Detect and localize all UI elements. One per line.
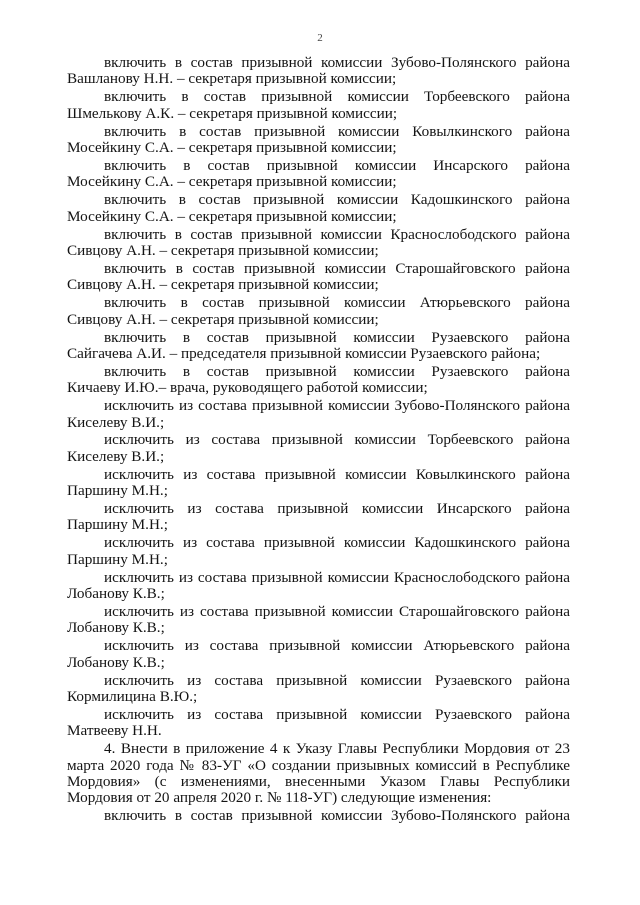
amendment-paragraph: [67, 295, 570, 328]
amendment-action-line: исключить из состава призывной комиссии Зубово-Полянского района: [104, 397, 570, 415]
amendment-person-line: Матвееву Н.Н.: [67, 722, 162, 740]
amendment-person-line: Сивцову А.Н. – секретаря призывной комиссии;: [67, 241, 379, 259]
amendment-action-line: исключить из состава призывной комиссии Атюрьевского района: [104, 637, 570, 655]
amendment-paragraph: [67, 261, 570, 294]
amendment-action-line: исключить из состава призывной комиссии Кадошкинского района: [104, 534, 570, 552]
amendment-person-line: Паршину М.Н.;: [67, 516, 168, 534]
item-4-paragraph: 4. Внести в приложение 4 к Указу Главы Республики Мордовия от 23 марта 2020 года № 83-УГ «О создании призывных комиссий в Республике Мордовия» (с изменениями, внесенными Указом Главы Республики Мордовия от 20 апреля 2020 г. № 118-УГ) следующие изменения:: [67, 740, 570, 807]
amendment-action-line: исключить из состава призывной комиссии Торбеевского района: [104, 431, 570, 449]
amendment-paragraph: [67, 570, 570, 603]
amendment-person-line: Мосейкину С.А. – секретаря призывной комиссии;: [67, 207, 397, 225]
final-paragraph-line: включить в состав призывной комиссии Зубово-Полянского района: [104, 807, 570, 825]
amendment-action-line: исключить из состава призывной комиссии Инсарского района: [104, 500, 570, 518]
amendment-person-line: Лобанову К.В.;: [67, 619, 165, 637]
final-paragraph: [67, 808, 570, 824]
amendment-paragraph: [67, 124, 570, 157]
amendment-paragraph: [67, 432, 570, 465]
amendment-person-line: Сивцову А.Н. – секретаря призывной комиссии;: [67, 310, 379, 328]
amendment-paragraph: [67, 638, 570, 671]
amendment-action-line: включить в состав призывной комиссии Краснослободского района: [104, 225, 570, 243]
amendment-person-line: Сивцову А.Н. – секретаря призывной комиссии;: [67, 276, 379, 294]
amendment-paragraph: [67, 467, 570, 500]
amendment-action-line: исключить из состава призывной комиссии Краснослободского района: [104, 568, 570, 586]
amendment-paragraph: [67, 55, 570, 88]
amendment-list: [67, 55, 570, 740]
amendment-action-line: исключить из состава призывной комиссии Рузаевского района: [104, 671, 570, 689]
amendment-action-line: исключить из состава призывной комиссии Ковылкинского района: [104, 465, 570, 483]
amendment-action-line: исключить из состава призывной комиссии Старошайговского района: [104, 603, 570, 620]
amendment-paragraph: [67, 158, 570, 191]
amendment-paragraph: [67, 89, 570, 122]
amendment-action-line: исключить из состава призывной комиссии Рузаевского района: [104, 705, 570, 723]
amendment-person-line: Мосейкину С.А. – секретаря призывной комиссии;: [67, 139, 397, 157]
amendment-paragraph: [67, 364, 570, 397]
amendment-action-line: включить в состав призывной комиссии Атюрьевского района: [104, 294, 570, 312]
amendment-person-line: Мосейкину С.А. – секретаря призывной комиссии;: [67, 173, 397, 191]
amendment-paragraph: [67, 192, 570, 225]
amendment-person-line: Паршину М.Н.;: [67, 482, 168, 500]
amendment-action-line: включить в состав призывной комиссии Инсарского района: [104, 156, 570, 174]
amendment-action-line: включить в состав призывной комиссии Торбеевского района: [104, 88, 570, 106]
amendment-action-line: включить в состав призывной комиссии Кадошкинского района: [104, 191, 570, 209]
amendment-action-line: включить в состав призывной комиссии Старошайговского района: [104, 259, 570, 277]
amendment-action-line: включить в состав призывной комиссии Зубово-Полянского района: [104, 54, 570, 71]
amendment-person-line: Паршину М.Н.;: [67, 550, 168, 568]
amendment-person-line: Кичаеву И.Ю.– врача, руководящего работой комиссии;: [67, 379, 428, 397]
page-number: 2: [317, 32, 323, 44]
amendment-paragraph: [67, 535, 570, 568]
amendment-paragraph: [67, 604, 570, 637]
amendment-action-line: включить в состав призывной комиссии Рузаевского района: [104, 328, 570, 346]
document-body: [67, 55, 570, 826]
amendment-person-line: Лобанову К.В.;: [67, 585, 165, 603]
amendment-person-line: Кормилицина В.Ю.;: [67, 688, 198, 706]
amendment-paragraph: [67, 673, 570, 706]
amendment-person-line: Сайгачева А.И. – председателя призывной комиссии Рузаевского района;: [67, 344, 541, 362]
amendment-person-line: Киселеву В.И.;: [67, 413, 165, 431]
amendment-action-line: включить в состав призывной комиссии Ковылкинского района: [104, 122, 570, 140]
amendment-person-line: Вашланову Н.Н. – секретаря призывной комиссии;: [67, 70, 397, 88]
amendment-action-line: включить в состав призывной комиссии Рузаевского района: [104, 362, 570, 380]
amendment-paragraph: [67, 707, 570, 740]
amendment-person-line: Шмелькову А.К. – секретаря призывной комиссии;: [67, 104, 398, 122]
amendment-person-line: Лобанову К.В.;: [67, 653, 165, 671]
amendment-paragraph: [67, 330, 570, 363]
amendment-person-line: Киселеву В.И.;: [67, 447, 165, 465]
amendment-paragraph: [67, 398, 570, 431]
amendment-paragraph: [67, 501, 570, 534]
amendment-paragraph: [67, 227, 570, 260]
